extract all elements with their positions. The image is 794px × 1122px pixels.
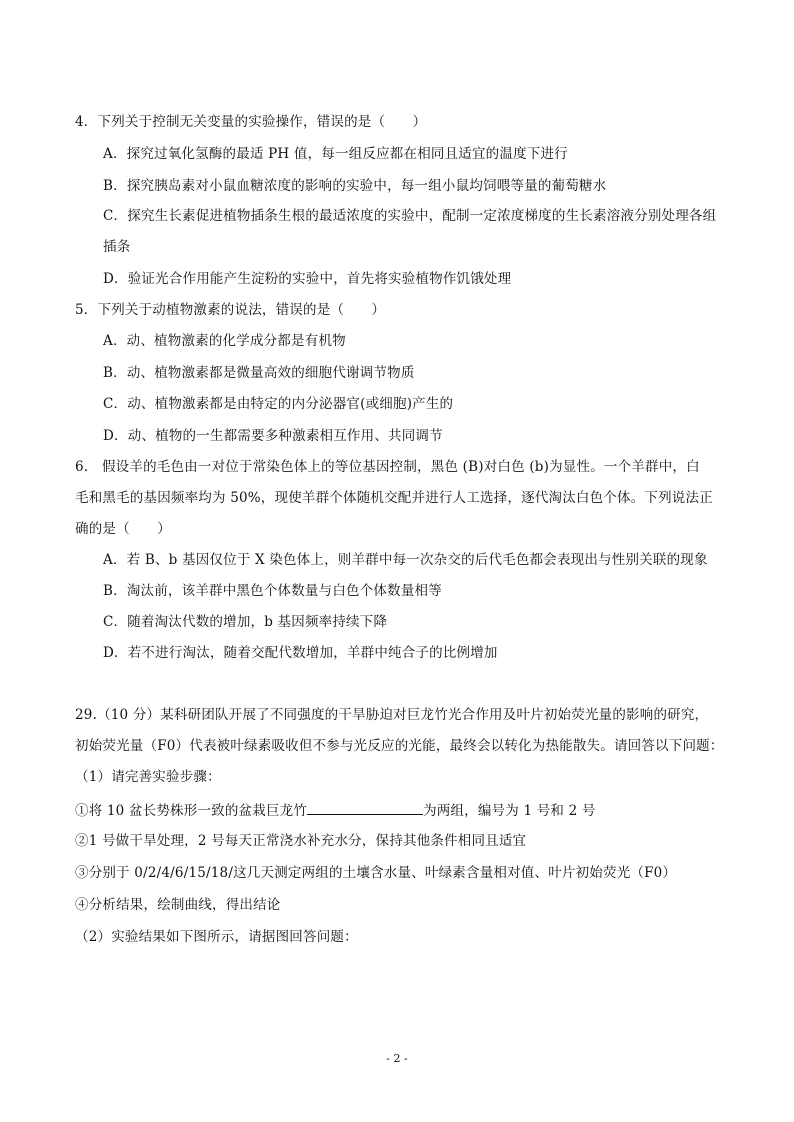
question-29-part1-heading: （1）请完善实验步骤：	[75, 769, 221, 785]
question-29-part2-heading: （2）实验结果如下图所示，请据图回答问题：	[75, 929, 358, 945]
question-6-option-a: A．若 B、b 基因仅位于 X 染色体上，则羊群中每一次杂交的后代毛色都会表现出与性别关联的现象	[103, 552, 708, 568]
question-6-option-d: D．若不进行淘汰，随着交配代数增加，羊群中纯合子的比例增加	[103, 645, 498, 661]
question-29-step1	[75, 800, 596, 820]
question-6-stem-line3: 确的是（ ）	[75, 521, 171, 537]
question-5-option-b: B．动、植物激素都是微量高效的细胞代谢调节物质	[103, 365, 415, 381]
question-6-option-c: C．随着淘汰代数的增加，b 基因频率持续下降	[103, 614, 388, 630]
question-6-option-b: B．淘汰前，该羊群中黑色个体数量与白色个体数量相等	[103, 583, 442, 599]
question-4-option-d: D．验证光合作用能产生淀粉的实验中，首先将实验植物作饥饿处理	[103, 271, 512, 287]
step1-text-after-blank: 为两组，编号为 1 号和 2 号	[423, 803, 596, 819]
question-4-option-b: B．探究胰岛素对小鼠血糖浓度的影响的实验中，每一组小鼠均饲喂等量的葡萄糖水	[103, 178, 607, 194]
answer-blank[interactable]	[307, 800, 423, 815]
question-4-option-c-line1: C．探究生长素促进植物插条生根的最适浓度的实验中，配制一定浓度梯度的生长素溶液分别处理各组	[103, 208, 717, 224]
question-6-stem-line2: 毛和黑毛的基因频率均为 50%，现使羊群个体随机交配并进行人工选择，逐代淘汰白色个体。下列说法正	[75, 490, 713, 506]
question-5-option-c: C．动、植物激素都是由特定的内分泌器官(或细胞)产生的	[103, 396, 454, 412]
question-4-option-c-line2: 插条	[103, 239, 131, 255]
question-5-option-a: A．动、植物激素的化学成分都是有机物	[103, 333, 346, 349]
page-number: - 2 -	[386, 1052, 408, 1065]
question-29-step3: ③分别于 0/2/4/6/15/18/这几天测定两组的土壤含水量、叶绿素含量相对值、叶片初始荧光（F0）	[75, 865, 677, 881]
step1-text-before-blank: ①将 10 盆长势株形一致的盆栽巨龙竹	[75, 803, 308, 819]
question-29-step2: ②1 号做干旱处理，2 号每天正常浇水补充水分，保持其他条件相同且适宜	[75, 833, 527, 849]
question-6-stem-line1: 6. 假设羊的毛色由一对位于常染色体上的等位基因控制，黑色 (B)对白色 (b)为显性。一个羊群中，白	[75, 459, 700, 475]
question-29-intro-line2: 初始荧光量（F0）代表被叶绿素吸收但不参与光反应的光能，最终会以转化为热能散失。请回答以下问题：	[75, 738, 724, 754]
question-29-step4: ④分析结果，绘制曲线，得出结论	[75, 897, 281, 913]
question-4-option-a: A．探究过氧化氢酶的最适 PH 值，每一组反应都在相同且适宜的温度下进行	[103, 146, 568, 162]
question-4-stem: 4．下列关于控制无关变量的实验操作，错误的是（ ）	[75, 114, 427, 130]
question-5-stem: 5．下列关于动植物激素的说法，错误的是（ ）	[75, 302, 386, 318]
question-5-option-d: D．动、植物的一生都需要多种激素相互作用、共同调节	[103, 428, 443, 444]
question-29-intro-line1: 29.（10 分）某科研团队开展了不同强度的干旱胁迫对巨龙竹光合作用及叶片初始荧光量的影响的研究，	[75, 707, 709, 723]
